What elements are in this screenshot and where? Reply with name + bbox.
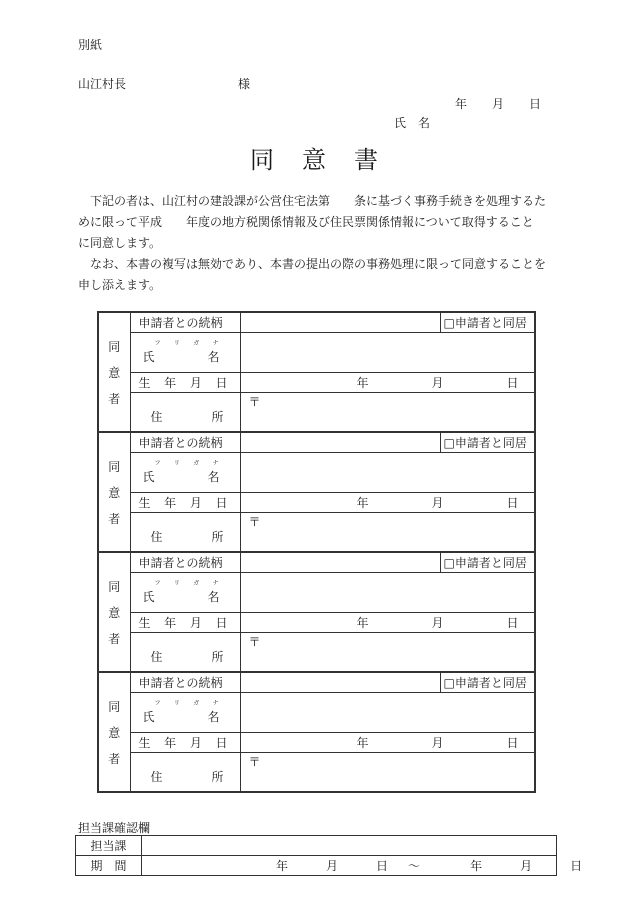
furigana-label [155,460,219,468]
consent-statement [78,191,558,296]
group-label-char: 者 [108,511,121,526]
name-label-char: 名 [207,589,220,604]
address-label [130,752,240,792]
same-residence-checkbox[interactable]: □申請者と同居 [440,552,535,572]
postal-mark: 〒 [248,754,261,769]
group-label-char: 者 [108,631,121,646]
address-label-char: 住 [150,530,163,545]
address-input[interactable] [240,632,535,672]
name-label-char: 氏 [142,469,155,484]
consent-block [98,432,535,452]
page-title: 同 意 書 [250,146,380,174]
birthdate-input[interactable] [240,612,535,632]
period-start-year-unit: 年 [276,859,289,873]
birth-label-char: 年 [164,615,177,630]
address-label-char: 所 [211,770,224,785]
birthdate-units [241,614,535,631]
postal-mark: 〒 [248,634,261,649]
postal-mark: 〒 [248,394,261,409]
birth-year-unit: 年 [356,735,369,750]
relation-label: 申請者との続柄 [130,672,240,692]
same-residence-checkbox[interactable]: □申請者と同居 [440,432,535,452]
birth-month-unit: 月 [431,735,444,750]
group-label-char: 意 [108,485,121,500]
name-input[interactable] [240,452,535,492]
consent-block [98,312,535,332]
consenter-group-label [98,672,130,792]
consent-line: 下記の者は、山江村の建設課が公営住宅法第 条に基づく事務手続きを処理するた [90,194,547,208]
honorific: 様 [238,77,251,91]
name-label-char: 氏 [142,349,155,364]
birth-label-char: 日 [215,495,228,510]
address-label [130,392,240,432]
period-value[interactable] [142,856,583,876]
consent-line: なお、本書の複写は無効であり、本書の提出の際の事務処理に限って同意することを [90,257,547,271]
birth-day-unit: 日 [506,615,519,630]
birthdate-label [130,612,240,632]
name-input[interactable] [240,692,535,732]
name-label [143,468,220,485]
furigana-char: ガ [193,459,200,467]
birthdate-label [130,732,240,752]
birth-label-char: 生 [138,735,151,750]
birthdate-units [241,734,535,751]
name-label-cell [130,452,240,492]
group-label-char: 者 [108,751,121,766]
group-label-char: 同 [108,339,121,354]
birth-year-unit: 年 [356,495,369,510]
name-label-char: 氏 [142,709,155,724]
consent-line: に同意します。 [78,236,162,250]
name-label [143,588,220,605]
relation-input[interactable] [240,432,440,452]
name-label-char: 名 [207,469,220,484]
period-start-month-unit: 月 [326,859,339,873]
furigana-char: リ [173,579,180,587]
consenter-group-label [98,432,130,552]
birth-day-unit: 日 [506,735,519,750]
period-dates [142,857,583,874]
furigana-char: ナ [212,699,219,707]
address-label-char: 所 [211,410,224,425]
birthdate-input[interactable] [240,492,535,512]
consent-block [98,552,535,572]
dept-value[interactable] [142,836,557,856]
furigana-char: ナ [212,459,219,467]
birthdate-input[interactable] [240,372,535,392]
relation-label: 申請者との続柄 [130,552,240,572]
furigana-char: ナ [212,339,219,347]
birth-label-char: 月 [189,735,202,750]
relation-input[interactable] [240,552,440,572]
postal-mark: 〒 [248,514,261,529]
birth-label-char: 年 [164,495,177,510]
group-label-char: 同 [108,579,121,594]
furigana-char: ガ [193,579,200,587]
address-input[interactable] [240,512,535,552]
birth-label-char: 日 [215,375,228,390]
relation-label: 申請者との続柄 [130,432,240,452]
period-separator: 〜 [408,859,421,873]
date-year-label: 年 [455,97,468,111]
addressee: 山江村長 [78,77,127,91]
name-label-char: 名 [207,349,220,364]
confirmation-title: 担当課確認欄 [78,821,151,835]
birthdate-units [241,494,535,511]
birthdate-label [130,372,240,392]
furigana-label [155,700,219,708]
birth-month-unit: 月 [431,375,444,390]
address-input[interactable] [240,752,535,792]
relation-label: 申請者との続柄 [130,312,240,332]
furigana-label [155,580,219,588]
furigana-char: フ [154,579,161,587]
birth-month-unit: 月 [431,495,444,510]
period-end-day-unit: 日 [570,859,583,873]
group-label-char: 同 [108,699,121,714]
period-start-day-unit: 日 [376,859,389,873]
birthdate-input[interactable] [240,732,535,752]
relation-input[interactable] [240,312,440,332]
furigana-char: リ [173,459,180,467]
group-label-char: 意 [108,605,121,620]
birth-label-char: 生 [138,615,151,630]
furigana-char: リ [173,339,180,347]
furigana-char: リ [173,699,180,707]
consent-table [97,311,536,793]
name-label-char: 名 [207,709,220,724]
birth-year-unit: 年 [356,375,369,390]
address-label-char: 住 [150,650,163,665]
name-label-cell [130,332,240,372]
address-input[interactable] [240,392,535,432]
consent-line: 申し添えます。 [78,278,162,292]
consent-line: めに限って平成 年度の地方税関係情報及び住民票関係情報について取得すること [78,215,534,229]
birth-label-char: 生 [138,495,151,510]
birthdate-label [130,492,240,512]
period-end-month-unit: 月 [520,859,533,873]
birthdate-units [241,374,535,391]
birth-day-unit: 日 [506,375,519,390]
birth-label-char: 年 [164,375,177,390]
furigana-char: フ [154,339,161,347]
furigana-char: ナ [212,579,219,587]
name-input[interactable] [240,572,535,612]
birth-label-char: 日 [215,615,228,630]
birth-label-char: 年 [164,735,177,750]
birth-label-char: 生 [138,375,151,390]
group-label-char: 意 [108,725,121,740]
group-label-char: 者 [108,391,121,406]
address-label [130,512,240,552]
signer-name-label: 氏 名 [394,116,431,130]
same-residence-checkbox[interactable]: □申請者と同居 [440,312,535,332]
name-label-cell [130,572,240,612]
period-end-year-unit: 年 [470,859,483,873]
birth-label-char: 月 [189,375,202,390]
name-input[interactable] [240,332,535,372]
consent-block [98,672,535,692]
birth-label-char: 月 [189,495,202,510]
birth-label-char: 月 [189,615,202,630]
furigana-char: フ [154,699,161,707]
dept-label: 担当課 [76,836,142,856]
name-label [143,708,220,725]
same-residence-checkbox[interactable]: □申請者と同居 [440,672,535,692]
birth-month-unit: 月 [431,615,444,630]
furigana-char: ガ [193,339,200,347]
birth-year-unit: 年 [356,615,369,630]
name-label-cell [130,692,240,732]
attachment-label: 別紙 [78,38,103,52]
address-label-char: 所 [211,530,224,545]
address-label [130,632,240,672]
furigana-label [155,340,219,348]
name-label-char: 氏 [142,589,155,604]
birth-day-unit: 日 [506,495,519,510]
group-label-char: 意 [108,365,121,380]
relation-input[interactable] [240,672,440,692]
furigana-char: フ [154,459,161,467]
address-label-char: 住 [150,410,163,425]
confirmation-table [75,835,583,876]
furigana-char: ガ [193,699,200,707]
date-day-label: 日 [529,97,542,111]
consenter-group-label [98,552,130,672]
consenter-group-label [98,312,130,432]
date-month-label: 月 [492,97,505,111]
period-label: 期 間 [76,856,142,876]
address-label-char: 所 [211,650,224,665]
address-label-char: 住 [150,770,163,785]
birth-label-char: 日 [215,735,228,750]
group-label-char: 同 [108,459,121,474]
name-label [143,348,220,365]
